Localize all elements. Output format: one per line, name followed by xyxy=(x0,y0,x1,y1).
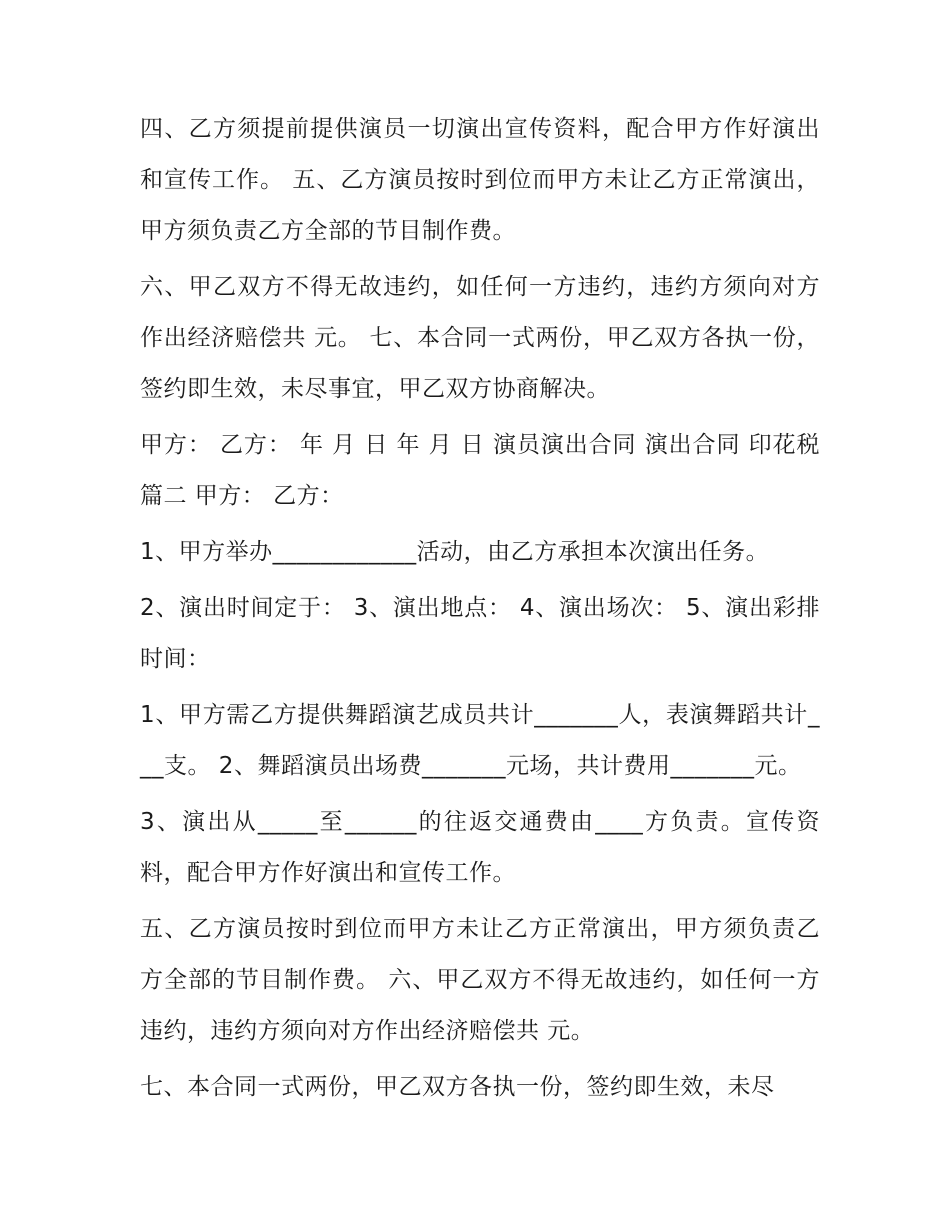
paragraph-signature-line: 甲方： 乙方： 年 月 日 年 月 日 演员演出合同 演出合同 印花税篇二 甲方： 乙方： xyxy=(140,432,820,509)
document-page xyxy=(140,104,820,1118)
paragraph-clause-6-7: 六、甲乙双方不得无故违约，如任何一方违约，违约方须向对方作出经济赔偿共 元。 七、本合同一式两份，甲乙双方各执一份，签约即生效，未尽事宜，甲乙双方协商解决。 xyxy=(140,274,820,402)
paragraph-clause-5-6-repeat: 五、乙方演员按时到位而甲方未让乙方正常演出，甲方须负责乙方全部的节目制作费。 六、甲乙双方不得无故违约，如任何一方违约，违约方须向对方作出经济赔偿共 元。 xyxy=(140,916,820,1044)
paragraph-item-3-transport: 3、演出从_____至______的往返交通费由____方负责。宣传资料，配合甲方作好演出和宣传工作。 xyxy=(140,809,820,886)
paragraph-clause-7-repeat: 七、本合同一式两份，甲乙双方各执一份，签约即生效，未尽 xyxy=(140,1074,775,1100)
paragraph-item-1-2-fees: 1、甲方需乙方提供舞蹈演艺成员共计_______人，表演舞蹈共计___支。 2、舞蹈演员出场费_______元场，共计费用_______元。 xyxy=(140,702,820,779)
paragraph-item-2-schedule: 2、演出时间定于： 3、演出地点： 4、演出场次： 5、演出彩排时间： xyxy=(140,595,820,672)
paragraph-clause-4-5: 四、乙方须提前提供演员一切演出宣传资料，配合甲方作好演出和宣传工作。 五、乙方演员按时到位而甲方未让乙方正常演出，甲方须负责乙方全部的节目制作费。 xyxy=(140,116,820,244)
paragraph-item-1-event: 1、甲方举办____________活动，由乙方承担本次演出任务。 xyxy=(140,539,770,565)
